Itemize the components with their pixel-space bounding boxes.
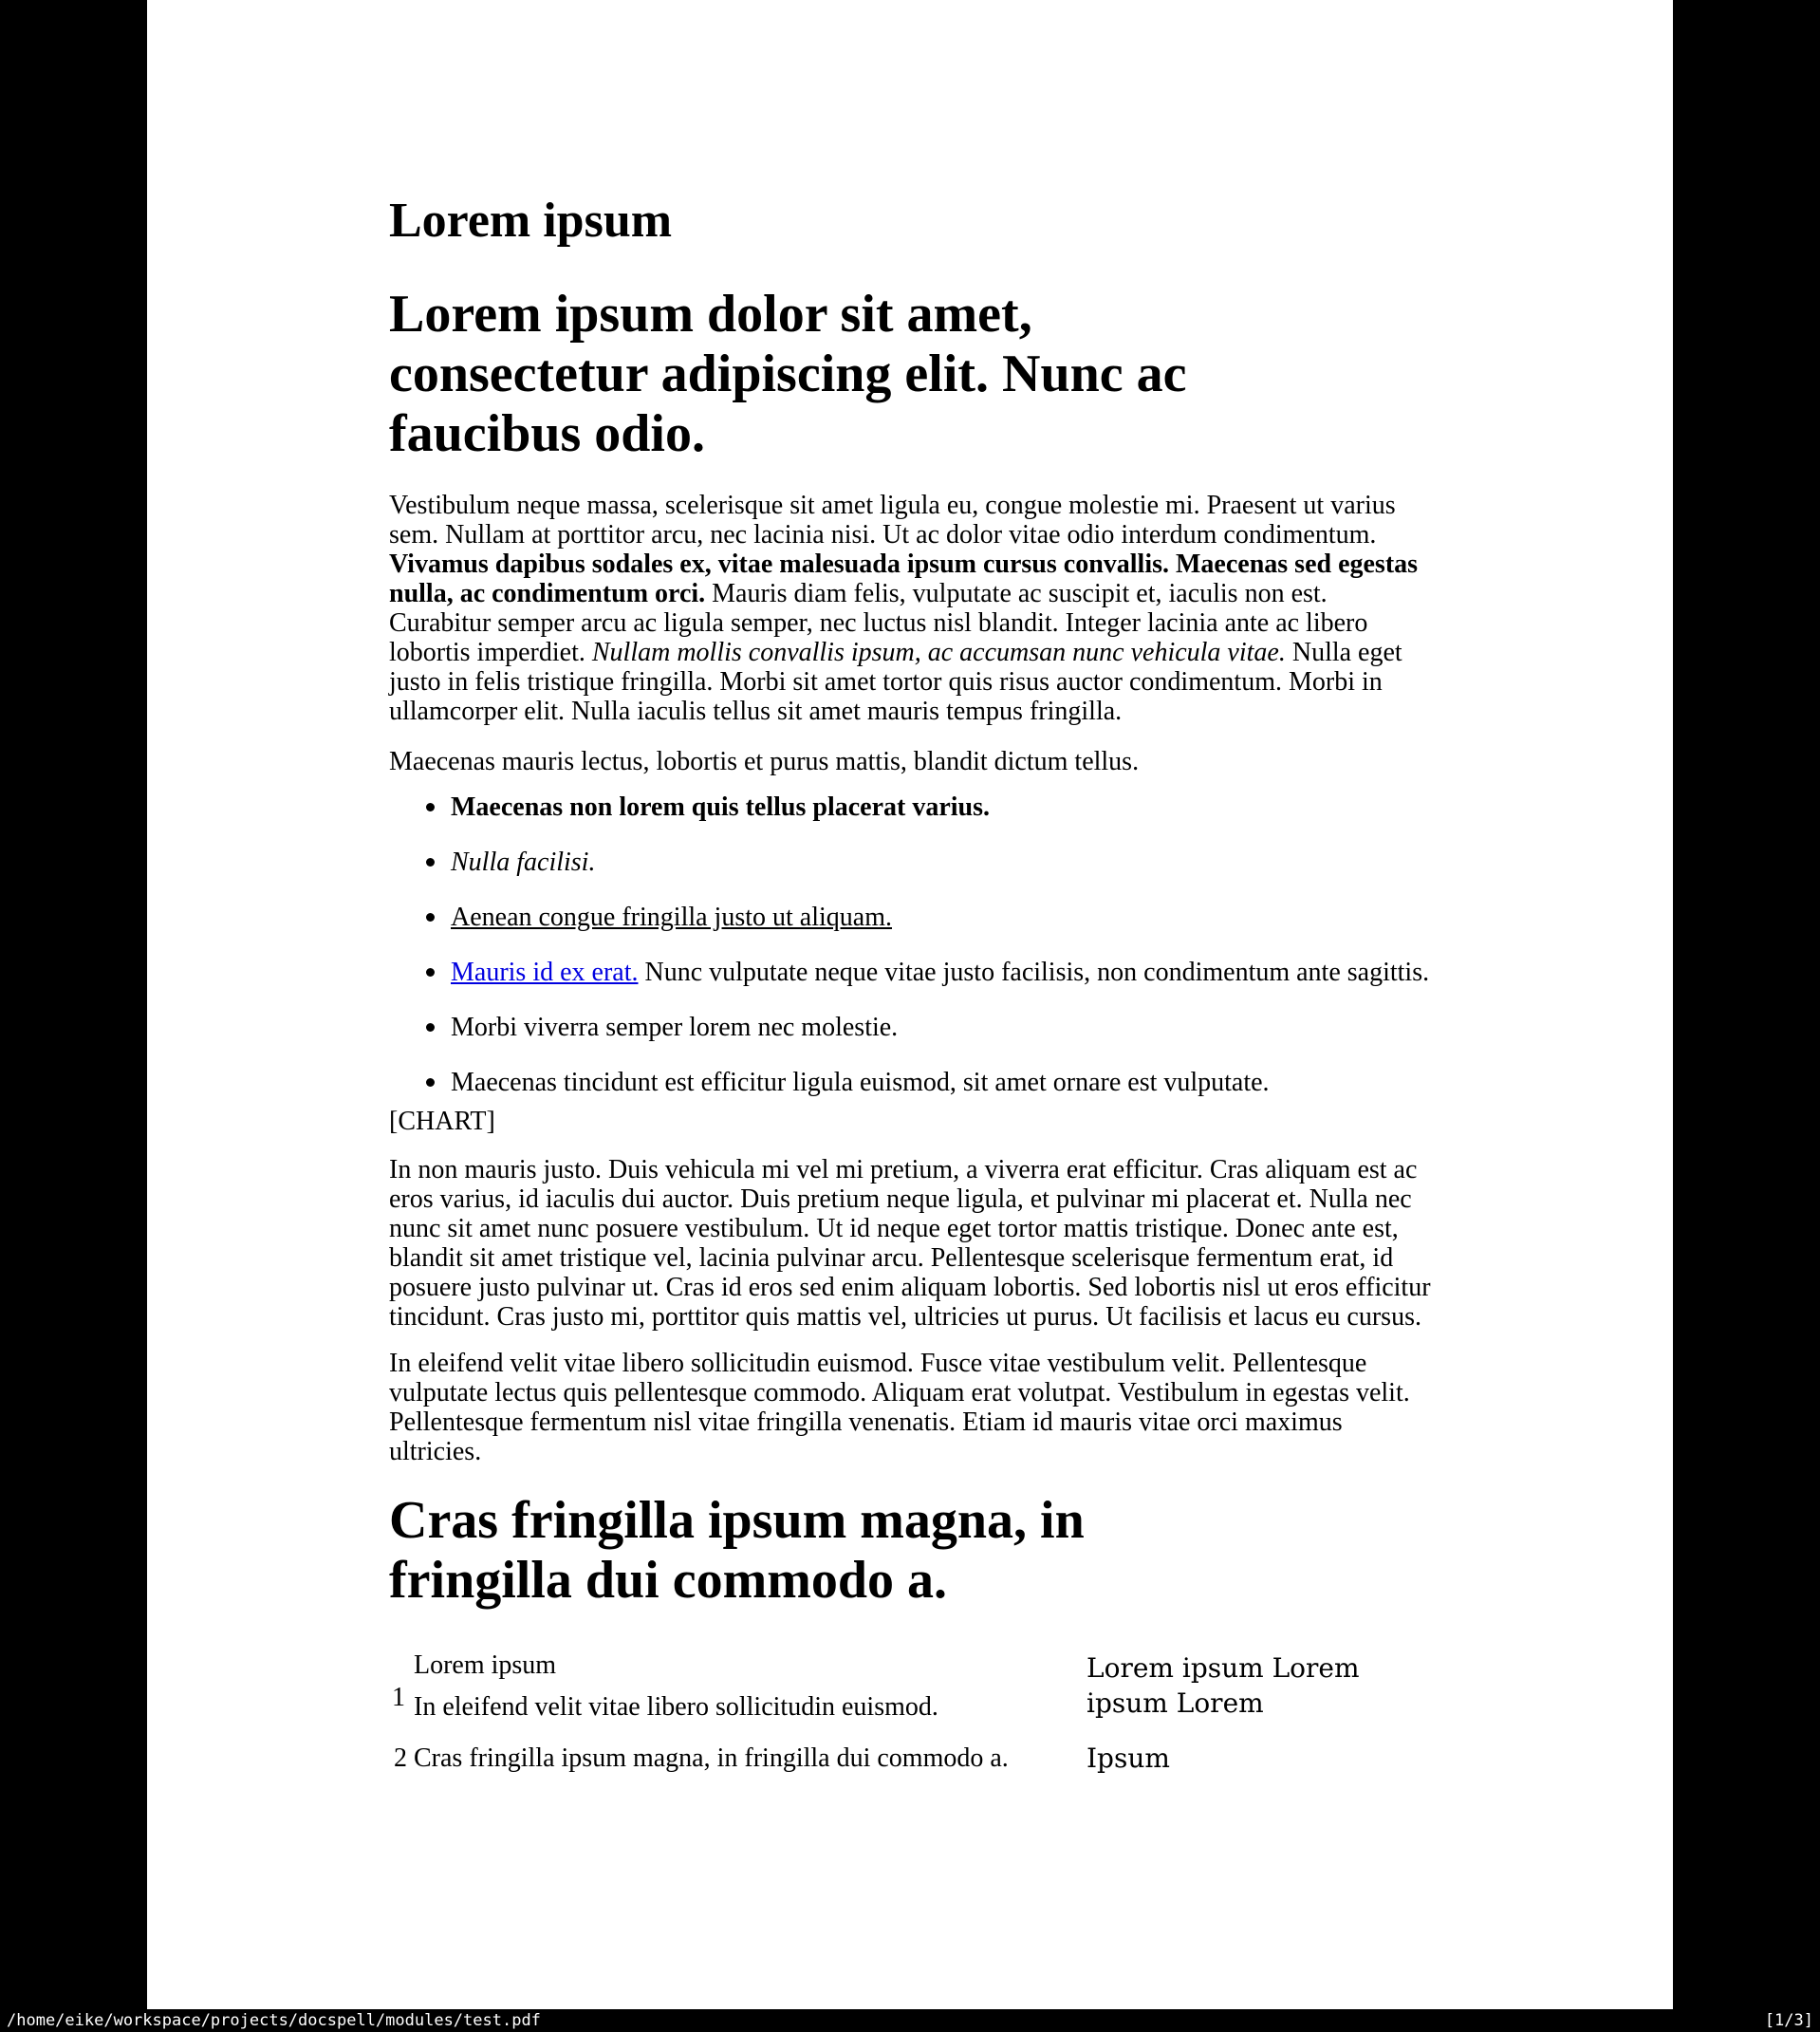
bullet-icon <box>426 1078 435 1087</box>
bullet-icon <box>426 913 435 922</box>
row-number: 1 <box>392 1683 405 1712</box>
paragraph-italic-text: Nullam mollis convallis ipsum, ac accumsan nunc vehicula vitae. <box>591 638 1286 667</box>
paragraph-intro <box>389 491 1433 726</box>
list-item <box>389 1068 1433 1097</box>
main-heading-line: Lorem ipsum dolor sit amet, <box>389 285 1032 344</box>
main-heading <box>389 285 1433 464</box>
list-item <box>389 848 1433 877</box>
table-cell-right: Ipsum <box>1086 1743 1170 1774</box>
paragraph-text: Vestibulum neque massa, scelerisque sit amet ligula eu, congue molestie mi. Praesent ut varius sem. Nullam at porttitor arcu, nec lacinia nisi. Ut ac dolor vitae odio interdum condimentum. <box>389 491 1396 550</box>
section-heading-line: Cras fringilla ipsum magna, in <box>389 1491 1085 1550</box>
list-item-text: Nulla facilisi. <box>451 848 596 877</box>
list-item-text: Morbi viverra semper lorem nec molestie. <box>451 1013 899 1042</box>
paragraph-list-intro: Maecenas mauris lectus, lobortis et purus mattis, blandit dictum tellus. <box>389 747 1140 776</box>
list-item <box>389 1013 1433 1042</box>
paragraph-bold-text: Vivamus dapibus sodales ex, vitae malesuada ipsum cursus convallis. Maecenas sed egestas nulla, ac condimentum orci. <box>389 550 1419 608</box>
main-heading-line: consectetur adipiscing elit. Nunc ac <box>389 345 1187 403</box>
table-cell-text: In eleifend velit vitae libero sollicitudin euismod. <box>414 1692 938 1722</box>
paragraph-text: Nulla eget justo in felis tristique fringilla. Morbi sit amet tortor quis risus auctor condimentum. Morbi in ullamcorper elit. Nulla iaculis tellus sit amet mauris tempus fringilla. <box>389 638 1402 726</box>
bullet-icon <box>426 1023 435 1032</box>
table-header-left: Lorem ipsum <box>414 1650 557 1680</box>
section-heading <box>389 1491 1433 1611</box>
bullet-icon <box>426 858 435 867</box>
table-row <box>389 1743 1433 1773</box>
table-cell-text: Cras fringilla ipsum magna, in fringilla dui commodo a. <box>414 1743 1009 1773</box>
list-item-text: Nunc vulputate neque vitae justo facilisis, non condimentum ante sagittis. <box>638 958 1430 987</box>
table-header-right: Lorem ipsum Lorem ipsum Lorem <box>1086 1652 1360 1719</box>
bullet-icon <box>426 803 435 811</box>
doc-table <box>389 1650 1433 1773</box>
page-indicator: [1/3] <box>1764 2011 1813 2030</box>
list-item <box>389 903 1433 932</box>
list-item <box>389 958 1433 987</box>
row-number: 2 <box>394 1743 407 1773</box>
paragraph-text: Mauris diam felis, vulputate ac suscipit et, iaculis non est. Curabitur semper arcu ac ligula semper, nec luctus nisl blandit. Integer lacinia ante ac libero lobortis imperdiet. <box>389 579 1368 667</box>
paragraph-body: In non mauris justo. Duis vehicula mi vel mi pretium, a viverra erat efficitur. Cras aliquam est ac eros varius, id iaculis dui auctor. Duis pretium neque ligula, et pulvinar mi placerat et. Nulla nec nunc sit amet nunc posuere vestibulum. Ut id neque eget tortor mattis tristique. Donec ante est, blandit sit amet tristique vel, lacinia pulvinar arcu. Pellentesque scelerisque fermentum erat, id posuere justo pulvinar ut. Cras id eros sed enim aliquam lobortis. Sed lobortis nisl ut eros efficitur tincidunt. Cras justo mi, porttitor quis mattis vel, ultricies ut purus. Ut facilisis et lacus eu cursus. <box>389 1155 1431 1332</box>
paragraph-body: In eleifend velit vitae libero sollicitudin euismod. Fusce vitae vestibulum velit. Pellentesque vulputate lectus quis pellentesque commodo. Aliquam erat volutpat. Vestibulum in egestas velit. Pellentesque fermentum nisl vitae fringilla venenatis. Etiam id mauris vitae orci maximus ultricies. <box>389 1349 1410 1466</box>
list-item-text: Maecenas tincidunt est efficitur ligula euismod, sit amet ornare est vulputate. <box>451 1068 1270 1097</box>
document-link[interactable]: Mauris id ex erat. <box>451 958 639 987</box>
list-item <box>389 792 1433 822</box>
statusbar <box>0 2009 1820 2032</box>
bullet-list <box>389 792 1433 1097</box>
bullet-icon <box>426 968 435 977</box>
file-path: /home/eike/workspace/projects/docspell/modules/test.pdf <box>7 2011 541 2030</box>
document-title-heading: Lorem ipsum <box>389 194 673 248</box>
list-item-text: Maecenas non lorem quis tellus placerat varius. <box>451 792 991 822</box>
main-heading-line: faucibus odio. <box>389 404 705 463</box>
chart-placeholder: [CHART] <box>389 1107 495 1136</box>
document-page[interactable] <box>147 0 1673 2009</box>
list-item-text: Aenean congue fringilla justo ut aliquam. <box>451 903 892 932</box>
section-heading-line: fringilla dui commodo a. <box>389 1551 948 1610</box>
